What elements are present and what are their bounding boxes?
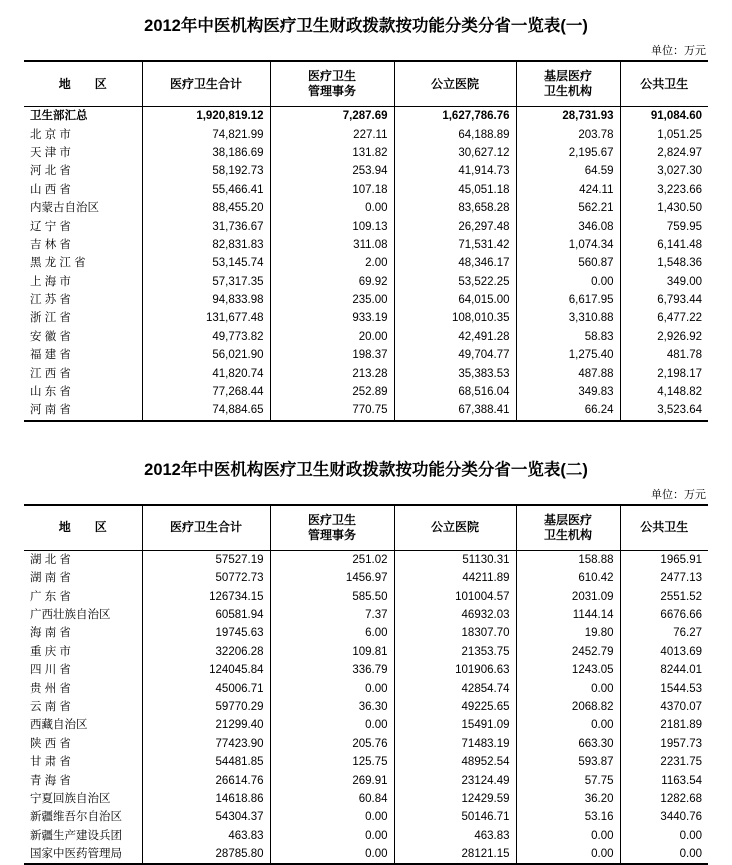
row-value-cell: 74,884.65 (142, 401, 270, 420)
row-value-cell: 2,824.97 (620, 144, 708, 162)
row-value-cell: 20.00 (270, 328, 394, 346)
col-header-primary-care-2 (516, 505, 620, 551)
table-row (24, 273, 708, 291)
col-header-admin-line2: 管理事务 (307, 84, 356, 98)
row-value-cell: 60581.94 (142, 606, 270, 624)
row-value-cell: 57,317.35 (142, 273, 270, 291)
row-value-cell: 42854.74 (394, 679, 516, 697)
row-value-cell: 71,531.42 (394, 236, 516, 254)
row-value-cell: 82,831.83 (142, 236, 270, 254)
row-value-cell: 2181.89 (620, 716, 708, 734)
table-row (24, 254, 708, 272)
row-value-cell: 49,704.77 (394, 346, 516, 364)
row-value-cell: 933.19 (270, 309, 394, 327)
row-value-cell: 83,658.28 (394, 199, 516, 217)
table-1-body (24, 107, 708, 421)
row-value-cell: 2031.09 (516, 587, 620, 605)
row-value-cell: 6676.66 (620, 606, 708, 624)
row-value-cell: 3440.76 (620, 808, 708, 826)
row-value-cell: 28785.80 (142, 845, 270, 864)
row-value-cell: 2452.79 (516, 643, 620, 661)
row-value-cell: 45,051.18 (394, 181, 516, 199)
table-row (24, 771, 708, 789)
table-2-title: 2012年中医机构医疗卫生财政拨款按功能分类分省一览表(二) (144, 460, 588, 479)
table-row (24, 144, 708, 162)
row-value-cell: 2477.13 (620, 569, 708, 587)
table-row (24, 643, 708, 661)
row-value-cell: 585.50 (270, 587, 394, 605)
row-value-cell: 0.00 (270, 827, 394, 845)
row-value-cell: 26,297.48 (394, 217, 516, 235)
table-2-unit: 单位：万元 (651, 488, 706, 501)
table-row (24, 569, 708, 587)
col-header-primary-care (516, 61, 620, 107)
col-header-public-hospital-2 (394, 505, 516, 551)
row-region-label: 河 南 省 (24, 401, 142, 420)
row-region-label: 国家中医药管理局 (24, 845, 142, 864)
table-1 (24, 60, 708, 422)
table-row (24, 199, 708, 217)
row-value-cell: 0.00 (516, 845, 620, 864)
row-value-cell: 593.87 (516, 753, 620, 771)
table-row (24, 808, 708, 826)
row-value-cell: 0.00 (516, 827, 620, 845)
row-region-label: 山 西 省 (30, 183, 71, 196)
row-region-label: 辽 宁 省 (30, 220, 71, 233)
table-2 (24, 504, 708, 865)
row-region-label: 山 东 省 (30, 386, 71, 399)
row-value-cell: 54304.37 (142, 808, 270, 826)
row-region-label: 广西壮族自治区 (30, 609, 111, 621)
row-value-cell: 125.75 (270, 753, 394, 771)
row-region-label: 安 徽 省 (30, 330, 71, 343)
row-value-cell: 3,223.66 (620, 181, 708, 199)
col-header-total-2 (142, 505, 270, 551)
row-value-cell: 4370.07 (620, 698, 708, 716)
row-value-cell: 227.11 (270, 125, 394, 143)
row-value-cell: 64,015.00 (394, 291, 516, 309)
row-value-cell: 269.91 (270, 771, 394, 789)
row-value-cell: 0.00 (270, 679, 394, 697)
row-region-label: 青 海 省 (30, 774, 71, 787)
row-region-label: 卫生部汇总 (30, 110, 88, 123)
row-region-label: 江 苏 省 (30, 294, 71, 307)
row-value-cell: 23124.49 (394, 771, 516, 789)
row-value-cell: 1957.73 (620, 735, 708, 753)
row-region-label: 重 庆 市 (30, 645, 71, 658)
row-value-cell: 336.79 (270, 661, 394, 679)
row-value-cell: 21353.75 (394, 643, 516, 661)
row-value-cell: 53,522.25 (394, 273, 516, 291)
table-row (24, 698, 708, 716)
row-value-cell: 4013.69 (620, 643, 708, 661)
row-value-cell: 349.83 (516, 383, 620, 401)
col-header-public-health-2 (620, 505, 708, 551)
col-header-region-line1: 地 区 (58, 76, 107, 91)
row-value-cell: 55,466.41 (142, 181, 270, 199)
row-value-cell: 41,914.73 (394, 162, 516, 180)
row-region-label: 云 南 省 (30, 700, 71, 713)
row-value-cell: 48952.54 (394, 753, 516, 771)
row-value-cell: 15491.09 (394, 716, 516, 734)
table-row (24, 735, 708, 753)
row-value-cell: 6.00 (270, 624, 394, 642)
row-value-cell: 71483.19 (394, 735, 516, 753)
row-value-cell: 0.00 (270, 716, 394, 734)
table-row (24, 162, 708, 180)
row-value-cell: 346.08 (516, 217, 620, 235)
row-region-label: 广 东 省 (30, 590, 71, 603)
row-value-cell: 2,195.67 (516, 144, 620, 162)
row-value-cell: 44211.89 (394, 569, 516, 587)
table-row (24, 236, 708, 254)
row-value-cell: 205.76 (270, 735, 394, 753)
table-row (24, 550, 708, 569)
row-value-cell: 60.84 (270, 790, 394, 808)
table-row (24, 679, 708, 697)
table-block-2 (24, 422, 708, 865)
table-row (24, 346, 708, 364)
row-value-cell: 311.08 (270, 236, 394, 254)
row-value-cell: 59770.29 (142, 698, 270, 716)
table-row (24, 125, 708, 143)
table-row (24, 753, 708, 771)
col-header-region (24, 61, 142, 107)
row-value-cell: 131.82 (270, 144, 394, 162)
row-region-label: 海 南 省 (30, 627, 71, 640)
row-value-cell: 424.11 (516, 181, 620, 199)
row-value-cell: 2,926.92 (620, 328, 708, 346)
row-value-cell: 463.83 (394, 827, 516, 845)
row-value-cell: 69.92 (270, 273, 394, 291)
row-value-cell: 68,516.04 (394, 383, 516, 401)
col-header-admin-2 (270, 505, 394, 551)
row-value-cell: 45006.71 (142, 679, 270, 697)
row-value-cell: 94,833.98 (142, 291, 270, 309)
col-header-region-2-line1: 地 区 (58, 520, 107, 535)
row-value-cell: 57.75 (516, 771, 620, 789)
row-value-cell: 2068.82 (516, 698, 620, 716)
row-value-cell: 487.88 (516, 364, 620, 382)
row-value-cell: 2,198.17 (620, 364, 708, 382)
row-region-label: 吉 林 省 (30, 238, 71, 251)
row-region-label: 西藏自治区 (30, 719, 88, 732)
row-value-cell: 77423.90 (142, 735, 270, 753)
table-1-unit: 单位：万元 (651, 45, 706, 57)
col-header-primary-care-line2: 卫生机构 (543, 84, 592, 98)
row-value-cell: 58.83 (516, 328, 620, 346)
row-value-cell: 18307.70 (394, 624, 516, 642)
row-region-label: 黑 龙 江 省 (30, 257, 86, 270)
table-row (24, 364, 708, 382)
table-block-1 (24, 0, 708, 422)
row-value-cell: 108,010.35 (394, 309, 516, 327)
col-header-admin (270, 61, 394, 107)
col-header-total-2-line1: 医疗卫生合计 (169, 520, 242, 535)
row-value-cell: 6,617.95 (516, 291, 620, 309)
table-row (24, 661, 708, 679)
row-value-cell: 0.00 (270, 845, 394, 864)
row-value-cell: 6,477.22 (620, 309, 708, 327)
row-value-cell: 49,773.82 (142, 328, 270, 346)
row-value-cell: 32206.28 (142, 643, 270, 661)
table-row (24, 716, 708, 734)
row-value-cell: 88,455.20 (142, 199, 270, 217)
row-value-cell: 0.00 (516, 679, 620, 697)
row-value-cell: 0.00 (516, 716, 620, 734)
row-region-label: 新疆生产建设兵团 (30, 829, 122, 842)
table-row (24, 309, 708, 327)
row-region-label: 江 西 省 (30, 367, 71, 380)
row-value-cell: 0.00 (516, 273, 620, 291)
table-row (24, 328, 708, 346)
col-header-public-health-line1: 公共卫生 (640, 76, 689, 91)
row-value-cell: 54481.85 (142, 753, 270, 771)
col-header-admin-line1: 医疗卫生 (307, 69, 356, 83)
row-value-cell: 30,627.12 (394, 144, 516, 162)
row-value-cell: 1965.91 (620, 550, 708, 569)
row-value-cell: 1,430.50 (620, 199, 708, 217)
col-header-public-hospital-2-line1: 公立医院 (430, 520, 479, 535)
table-1-header-row (24, 61, 708, 107)
table-row (24, 401, 708, 420)
row-value-cell: 252.89 (270, 383, 394, 401)
row-region-label: 天 津 市 (30, 146, 71, 159)
row-value-cell: 126734.15 (142, 587, 270, 605)
row-value-cell: 1,548.36 (620, 254, 708, 272)
row-value-cell: 38,186.69 (142, 144, 270, 162)
table-row (24, 383, 708, 401)
row-value-cell: 19.80 (516, 624, 620, 642)
col-header-admin-2-line1: 医疗卫生 (307, 512, 356, 527)
row-region-label: 福 建 省 (30, 349, 71, 362)
row-value-cell: 1,627,786.76 (394, 107, 516, 126)
row-value-cell: 107.18 (270, 181, 394, 199)
row-value-cell: 1163.54 (620, 771, 708, 789)
table-row (24, 587, 708, 605)
row-value-cell: 21299.40 (142, 716, 270, 734)
row-value-cell: 50772.73 (142, 569, 270, 587)
row-value-cell: 1282.68 (620, 790, 708, 808)
row-region-label: 湖 南 省 (30, 572, 71, 585)
col-header-total (142, 61, 270, 107)
row-value-cell: 64.59 (516, 162, 620, 180)
row-value-cell: 759.95 (620, 217, 708, 235)
row-value-cell: 0.00 (270, 199, 394, 217)
row-value-cell: 91,084.60 (620, 107, 708, 126)
row-value-cell: 7,287.69 (270, 107, 394, 126)
table-row (24, 291, 708, 309)
row-region-label: 甘 肃 省 (30, 756, 71, 769)
row-value-cell: 3,310.88 (516, 309, 620, 327)
col-header-public-health-2-line1: 公共卫生 (640, 520, 689, 535)
row-value-cell: 67,388.41 (394, 401, 516, 420)
col-header-total-line1: 医疗卫生合计 (169, 76, 242, 91)
row-region-label: 北 京 市 (30, 128, 71, 141)
row-value-cell: 101906.63 (394, 661, 516, 679)
row-value-cell: 48,346.17 (394, 254, 516, 272)
row-value-cell: 19745.63 (142, 624, 270, 642)
row-region-label: 四 川 省 (30, 664, 71, 677)
col-header-region-2 (24, 505, 142, 551)
row-value-cell: 28,731.93 (516, 107, 620, 126)
table-row (24, 217, 708, 235)
row-value-cell: 770.75 (270, 401, 394, 420)
table-2-body (24, 550, 708, 864)
row-value-cell: 41,820.74 (142, 364, 270, 382)
row-value-cell: 481.78 (620, 346, 708, 364)
row-value-cell: 562.21 (516, 199, 620, 217)
row-value-cell: 663.30 (516, 735, 620, 753)
row-region-label: 陕 西 省 (30, 737, 71, 750)
row-value-cell: 74,821.99 (142, 125, 270, 143)
row-value-cell: 64,188.89 (394, 125, 516, 143)
row-region-label: 浙 江 省 (30, 312, 71, 325)
col-header-admin-2-line2: 管理事务 (307, 527, 356, 542)
row-value-cell: 1,920,819.12 (142, 107, 270, 126)
row-value-cell: 56,021.90 (142, 346, 270, 364)
row-value-cell: 2231.75 (620, 753, 708, 771)
row-region-label: 内蒙古自治区 (30, 202, 99, 215)
row-region-label: 宁夏回族自治区 (30, 792, 111, 805)
row-value-cell: 2.00 (270, 254, 394, 272)
row-value-cell: 6,141.48 (620, 236, 708, 254)
row-value-cell: 109.13 (270, 217, 394, 235)
row-region-label: 贵 州 省 (30, 682, 71, 695)
row-value-cell: 12429.59 (394, 790, 516, 808)
col-header-public-hospital-line1: 公立医院 (430, 76, 479, 91)
row-value-cell: 14618.86 (142, 790, 270, 808)
row-value-cell: 58,192.73 (142, 162, 270, 180)
row-value-cell: 36.30 (270, 698, 394, 716)
row-value-cell: 1,051.25 (620, 125, 708, 143)
table-1-title: 2012年中医机构医疗卫生财政拨款按功能分类分省一览表(一) (144, 17, 588, 35)
row-value-cell: 6,793.44 (620, 291, 708, 309)
table-row (24, 790, 708, 808)
row-value-cell: 158.88 (516, 550, 620, 569)
row-value-cell: 251.02 (270, 550, 394, 569)
row-value-cell: 53,145.74 (142, 254, 270, 272)
table-row (24, 107, 708, 126)
row-value-cell: 213.28 (270, 364, 394, 382)
row-value-cell: 35,383.53 (394, 364, 516, 382)
row-value-cell: 0.00 (270, 808, 394, 826)
row-value-cell: 77,268.44 (142, 383, 270, 401)
col-header-primary-care-line1: 基层医疗 (543, 69, 592, 83)
row-value-cell: 1144.14 (516, 606, 620, 624)
col-header-primary-care-2-line2: 卫生机构 (543, 527, 592, 542)
row-value-cell: 42,491.28 (394, 328, 516, 346)
row-value-cell: 66.24 (516, 401, 620, 420)
row-value-cell: 0.00 (620, 827, 708, 845)
row-value-cell: 235.00 (270, 291, 394, 309)
table-row (24, 181, 708, 199)
row-value-cell: 7.37 (270, 606, 394, 624)
row-value-cell: 3,027.30 (620, 162, 708, 180)
table-2-header-row (24, 505, 708, 551)
table-row (24, 624, 708, 642)
row-value-cell: 51130.31 (394, 550, 516, 569)
row-value-cell: 28121.15 (394, 845, 516, 864)
col-header-public-hospital (394, 61, 516, 107)
row-value-cell: 349.00 (620, 273, 708, 291)
row-value-cell: 560.87 (516, 254, 620, 272)
row-value-cell: 0.00 (620, 845, 708, 864)
row-value-cell: 131,677.48 (142, 309, 270, 327)
row-value-cell: 101004.57 (394, 587, 516, 605)
row-value-cell: 1243.05 (516, 661, 620, 679)
row-value-cell: 57527.19 (142, 550, 270, 569)
row-value-cell: 203.78 (516, 125, 620, 143)
row-value-cell: 463.83 (142, 827, 270, 845)
table-row (24, 827, 708, 845)
col-header-public-health (620, 61, 708, 107)
row-value-cell: 50146.71 (394, 808, 516, 826)
row-value-cell: 1,074.34 (516, 236, 620, 254)
row-value-cell: 253.94 (270, 162, 394, 180)
row-value-cell: 3,523.64 (620, 401, 708, 420)
row-value-cell: 26614.76 (142, 771, 270, 789)
row-value-cell: 1,275.40 (516, 346, 620, 364)
row-value-cell: 2551.52 (620, 587, 708, 605)
row-value-cell: 8244.01 (620, 661, 708, 679)
row-value-cell: 124045.84 (142, 661, 270, 679)
row-value-cell: 31,736.67 (142, 217, 270, 235)
row-value-cell: 49225.65 (394, 698, 516, 716)
row-value-cell: 4,148.82 (620, 383, 708, 401)
row-region-label: 河 北 省 (30, 165, 71, 178)
table-row (24, 845, 708, 864)
row-value-cell: 198.37 (270, 346, 394, 364)
col-header-primary-care-2-line1: 基层医疗 (543, 512, 592, 527)
row-value-cell: 36.20 (516, 790, 620, 808)
row-value-cell: 610.42 (516, 569, 620, 587)
row-value-cell: 76.27 (620, 624, 708, 642)
row-region-label: 上 海 市 (30, 275, 71, 288)
row-value-cell: 109.81 (270, 643, 394, 661)
row-value-cell: 1456.97 (270, 569, 394, 587)
row-region-label: 新疆维吾尔自治区 (30, 811, 122, 824)
row-region-label: 湖 北 省 (30, 553, 71, 566)
row-value-cell: 53.16 (516, 808, 620, 826)
row-value-cell: 46932.03 (394, 606, 516, 624)
table-row (24, 606, 708, 624)
row-value-cell: 1544.53 (620, 679, 708, 697)
